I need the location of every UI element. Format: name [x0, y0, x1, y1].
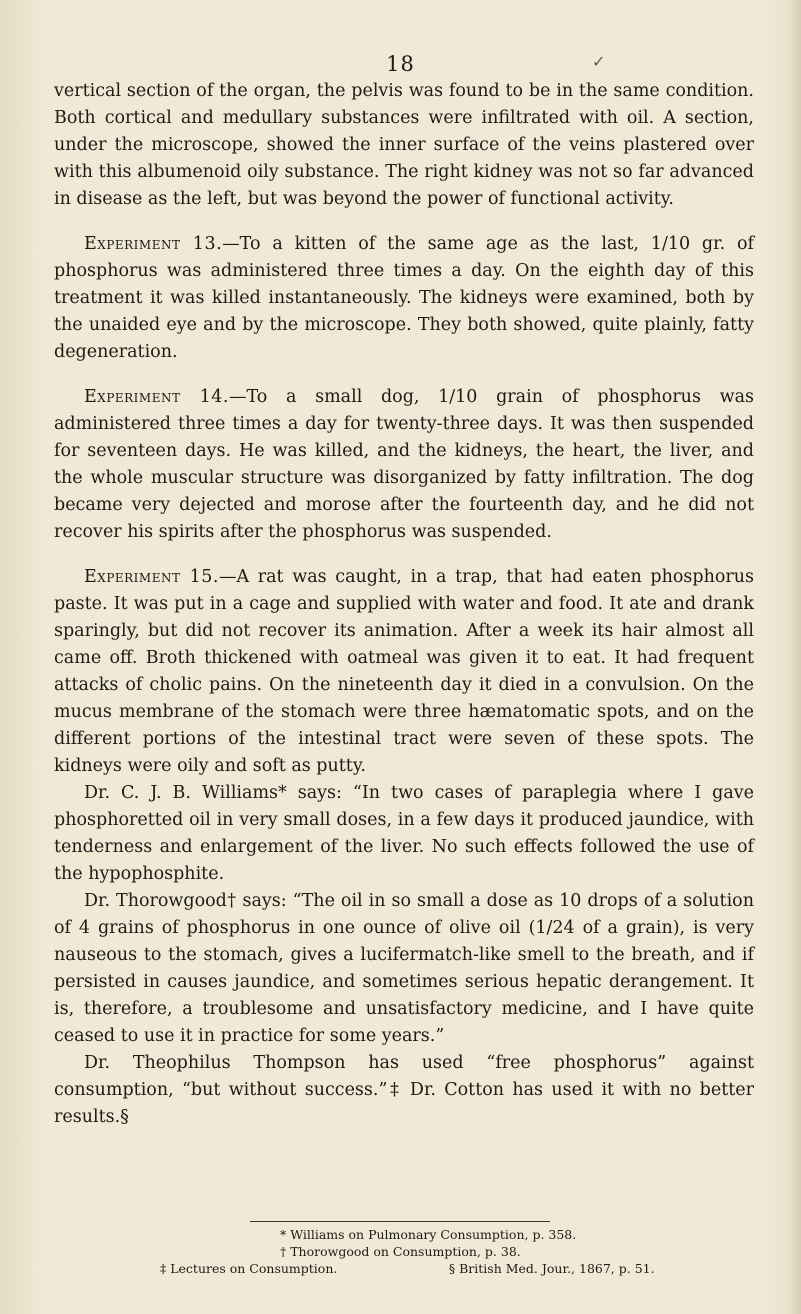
experiment-label: Experiment 15. — [84, 567, 219, 587]
paragraph-williams: Dr. C. J. B. Williams* says: “In two cases of paraplegia where I gave phosphoretted oil in very small doses, in a few days it produced jaundice, with tenderness and enlargement of the liver. No such effects followed the use of the hypophosphite. — [54, 783, 754, 884]
footnote-divider — [250, 1221, 550, 1222]
experiment-text: —To a small dog, 1/10 grain of phosphorus was administered three times a day for twenty-three days. It was then suspended for seventeen days. He was killed, and the kidneys, the heart, the liver, and the whole muscular structure was disorganized by fatty infiltration. The dog became very dejected and morose after the fourteenth day, and he did not recover his spirits after the phosphorus was suspended. — [54, 387, 754, 542]
footnote-line — [160, 1260, 680, 1277]
footnote-williams: * Williams on Pulmonary Consumption, p. 358. — [280, 1227, 577, 1242]
experiment-label: Experiment 13. — [84, 234, 223, 254]
paragraph-thompson: Dr. Theophilus Thompson has used “free phosphorus” against consumption, “but without success.”‡ Dr. Cotton has used it with no better results.§ — [54, 1053, 754, 1127]
experiment-text: —A rat was caught, in a trap, that had eaten phosphorus paste. It was put in a cage and supplied with water and food. It ate and drank sparingly, but did not recover its animation. After a week its hair almost all came off. Broth thickened with oatmeal was given it to eat. It had frequent attacks of cholic pains. On the nineteenth day it died in a convulsion. On the mucus membrane of the stomach were three hæmatomatic spots, and on the different portions of the intestinal tract were seven of these spots. The kidneys were oily and soft as putty. — [54, 567, 755, 776]
page-edge-shadow — [787, 0, 801, 1314]
footnotes — [160, 1226, 680, 1277]
experiment-text: —To a kitten of the same age as the last, 1/10 gr. of phosphorus was administered three times a day. On the eighth day of this treatment it was killed instantaneously. The kidneys were examined, both by the unaided eye and by the microscope. They both showed, quite plainly, fatty degeneration. — [54, 234, 754, 362]
paragraph-experiment-15 — [54, 564, 754, 780]
footnote-lectures: ‡ Lectures on Consumption. — [160, 1261, 338, 1276]
footnote-thorowgood: † Thorowgood on Consumption, p. 38. — [280, 1244, 521, 1259]
body-text — [54, 78, 754, 1131]
paragraph-experiment-13 — [54, 231, 754, 366]
page-number: 18 — [386, 52, 415, 76]
paragraph-thorowgood: Dr. Thorowgood† says: “The oil in so small a dose as 10 drops of a solution of 4 grains of phosphorus in one ounce of olive oil (1/24 of a grain), is very nauseous to the stomach, gives a lucifermatch-like smell to the breath, and if persisted in causes jaundice, and sometimes serious hepatic derangement. It is, therefore, a troublesome and unsatisfactory medicine, and I have quite ceased to use it in practice for some years.” — [54, 891, 754, 1046]
check-mark-icon: ✓ — [592, 52, 606, 71]
paragraph-experiment-14 — [54, 384, 754, 546]
paragraph-continuation: vertical section of the organ, the pelvis was found to be in the same condition. Both cortical and medullary substances were infiltrated with oil. A section, under the microscope, showed the inner surface of the veins plastered over with this albumenoid oily substance. The right kidney was not so far advanced in disease as the left, but was beyond the power of functional activity. — [54, 81, 754, 209]
footnote-british-med: § British Med. Jour., 1867, p. 51. — [448, 1261, 655, 1276]
experiment-label: Experiment 14. — [84, 387, 229, 407]
